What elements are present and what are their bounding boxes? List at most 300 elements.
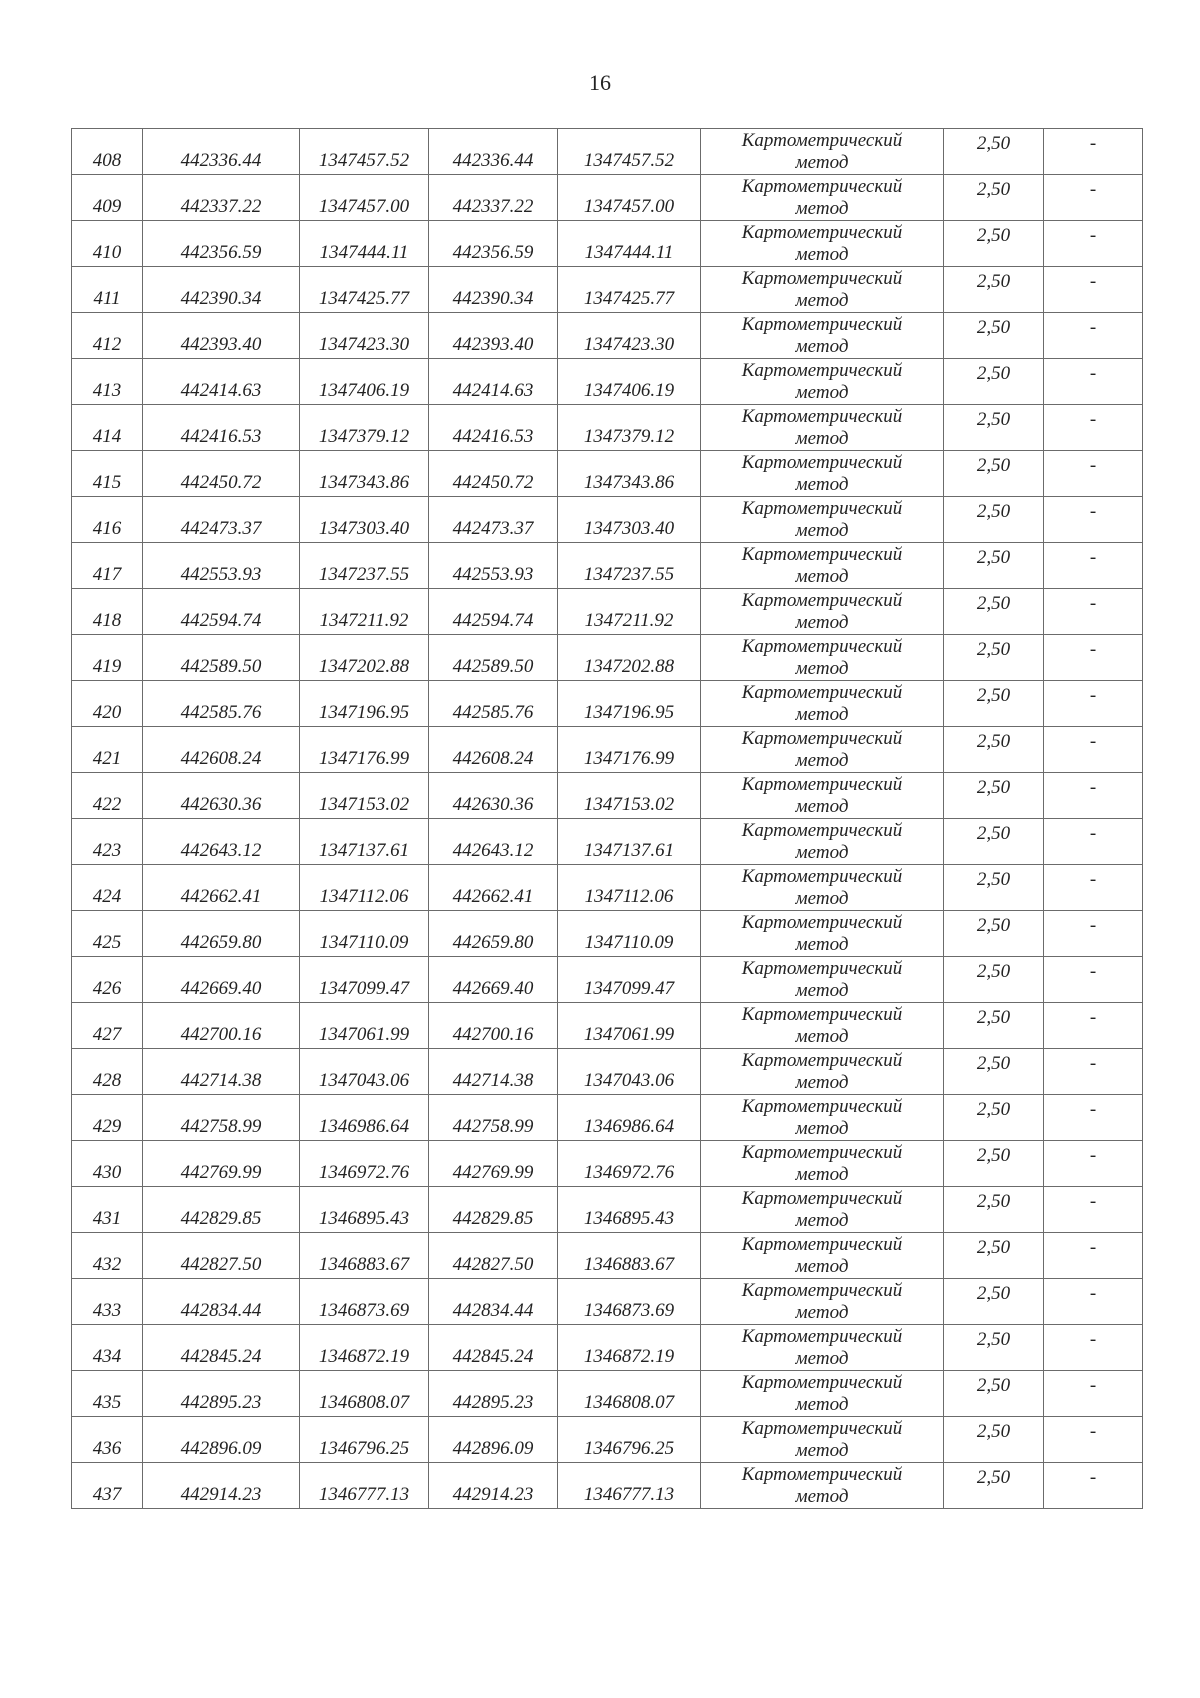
y-specified-cell: 1346883.67 xyxy=(558,1233,701,1279)
method-line-1: Картометрический xyxy=(741,865,903,887)
x-existing-cell: 442630.36 xyxy=(143,773,300,819)
y-existing-cell: 1347112.06 xyxy=(300,865,429,911)
y-existing-cell: 1347153.02 xyxy=(300,773,429,819)
method-cell xyxy=(701,543,944,589)
method-line-2: метод xyxy=(795,519,849,541)
method-line-2: метод xyxy=(795,427,849,449)
note-cell: - xyxy=(1044,681,1143,727)
point-number-cell: 417 xyxy=(72,543,143,589)
note-cell: - xyxy=(1044,543,1143,589)
table-row xyxy=(72,221,1143,267)
table-row xyxy=(72,1233,1143,1279)
method-line-2: метод xyxy=(795,151,849,173)
point-number-cell: 427 xyxy=(72,1003,143,1049)
point-number-cell: 437 xyxy=(72,1463,143,1509)
method-line-2: метод xyxy=(795,1163,849,1185)
accuracy-cell: 2,50 xyxy=(944,911,1044,957)
y-existing-cell: 1347196.95 xyxy=(300,681,429,727)
method-cell xyxy=(701,175,944,221)
x-existing-cell: 442450.72 xyxy=(143,451,300,497)
point-number-cell: 414 xyxy=(72,405,143,451)
method-cell xyxy=(701,359,944,405)
method-line-2: метод xyxy=(795,933,849,955)
page-number: 16 xyxy=(589,70,611,95)
y-existing-cell: 1347202.88 xyxy=(300,635,429,681)
method-cell xyxy=(701,1279,944,1325)
x-existing-cell: 442414.63 xyxy=(143,359,300,405)
table-row xyxy=(72,819,1143,865)
y-existing-cell: 1346873.69 xyxy=(300,1279,429,1325)
method-line-2: метод xyxy=(795,335,849,357)
note-cell: - xyxy=(1044,727,1143,773)
y-existing-cell: 1347061.99 xyxy=(300,1003,429,1049)
x-specified-cell: 442845.24 xyxy=(429,1325,558,1371)
note-cell: - xyxy=(1044,1371,1143,1417)
method-line-2: метод xyxy=(795,611,849,633)
y-existing-cell: 1347110.09 xyxy=(300,911,429,957)
table-row xyxy=(72,865,1143,911)
accuracy-cell: 2,50 xyxy=(944,635,1044,681)
x-specified-cell: 442643.12 xyxy=(429,819,558,865)
coordinates-table xyxy=(71,128,1143,1509)
y-specified-cell: 1346986.64 xyxy=(558,1095,701,1141)
y-existing-cell: 1347137.61 xyxy=(300,819,429,865)
table-row xyxy=(72,175,1143,221)
x-existing-cell: 442845.24 xyxy=(143,1325,300,1371)
y-specified-cell: 1347211.92 xyxy=(558,589,701,635)
point-number-cell: 435 xyxy=(72,1371,143,1417)
method-cell xyxy=(701,313,944,359)
note-cell: - xyxy=(1044,1141,1143,1187)
accuracy-cell: 2,50 xyxy=(944,175,1044,221)
x-specified-cell: 442337.22 xyxy=(429,175,558,221)
y-specified-cell: 1347303.40 xyxy=(558,497,701,543)
note-cell: - xyxy=(1044,1049,1143,1095)
table-row xyxy=(72,1187,1143,1233)
method-line-2: метод xyxy=(795,1301,849,1323)
point-number-cell: 418 xyxy=(72,589,143,635)
y-existing-cell: 1346777.13 xyxy=(300,1463,429,1509)
point-number-cell: 423 xyxy=(72,819,143,865)
note-cell: - xyxy=(1044,1325,1143,1371)
x-existing-cell: 442769.99 xyxy=(143,1141,300,1187)
method-line-1: Картометрический xyxy=(741,1371,903,1393)
point-number-cell: 412 xyxy=(72,313,143,359)
method-line-1: Картометрический xyxy=(741,1233,903,1255)
y-specified-cell: 1347112.06 xyxy=(558,865,701,911)
y-specified-cell: 1347423.30 xyxy=(558,313,701,359)
x-specified-cell: 442450.72 xyxy=(429,451,558,497)
method-cell xyxy=(701,1095,944,1141)
x-existing-cell: 442337.22 xyxy=(143,175,300,221)
table-row xyxy=(72,129,1143,175)
method-line-1: Картометрический xyxy=(741,543,903,565)
method-line-1: Картометрический xyxy=(741,129,903,151)
x-specified-cell: 442896.09 xyxy=(429,1417,558,1463)
table-row xyxy=(72,313,1143,359)
table-row xyxy=(72,1141,1143,1187)
accuracy-cell: 2,50 xyxy=(944,819,1044,865)
method-line-2: метод xyxy=(795,1393,849,1415)
method-cell xyxy=(701,911,944,957)
y-existing-cell: 1347444.11 xyxy=(300,221,429,267)
table-row xyxy=(72,1003,1143,1049)
point-number-cell: 424 xyxy=(72,865,143,911)
point-number-cell: 429 xyxy=(72,1095,143,1141)
note-cell: - xyxy=(1044,911,1143,957)
method-line-1: Картометрический xyxy=(741,451,903,473)
note-cell: - xyxy=(1044,129,1143,175)
y-specified-cell: 1347110.09 xyxy=(558,911,701,957)
accuracy-cell: 2,50 xyxy=(944,957,1044,1003)
accuracy-cell: 2,50 xyxy=(944,1003,1044,1049)
accuracy-cell: 2,50 xyxy=(944,1049,1044,1095)
point-number-cell: 433 xyxy=(72,1279,143,1325)
method-cell xyxy=(701,1417,944,1463)
table-row xyxy=(72,1279,1143,1325)
method-line-2: метод xyxy=(795,1347,849,1369)
method-cell xyxy=(701,1141,944,1187)
point-number-cell: 410 xyxy=(72,221,143,267)
x-existing-cell: 442594.74 xyxy=(143,589,300,635)
y-existing-cell: 1347425.77 xyxy=(300,267,429,313)
y-specified-cell: 1346895.43 xyxy=(558,1187,701,1233)
y-existing-cell: 1347099.47 xyxy=(300,957,429,1003)
accuracy-cell: 2,50 xyxy=(944,773,1044,819)
accuracy-cell: 2,50 xyxy=(944,865,1044,911)
method-cell xyxy=(701,1325,944,1371)
y-existing-cell: 1346986.64 xyxy=(300,1095,429,1141)
table-row xyxy=(72,681,1143,727)
x-existing-cell: 442416.53 xyxy=(143,405,300,451)
method-line-2: метод xyxy=(795,243,849,265)
y-specified-cell: 1347237.55 xyxy=(558,543,701,589)
y-specified-cell: 1347457.52 xyxy=(558,129,701,175)
x-existing-cell: 442473.37 xyxy=(143,497,300,543)
x-existing-cell: 442700.16 xyxy=(143,1003,300,1049)
y-specified-cell: 1346873.69 xyxy=(558,1279,701,1325)
method-line-1: Картометрический xyxy=(741,957,903,979)
y-specified-cell: 1347425.77 xyxy=(558,267,701,313)
y-existing-cell: 1346796.25 xyxy=(300,1417,429,1463)
table-row xyxy=(72,589,1143,635)
coordinates-table-body xyxy=(72,129,1143,1509)
table-row xyxy=(72,635,1143,681)
x-existing-cell: 442829.85 xyxy=(143,1187,300,1233)
x-specified-cell: 442669.40 xyxy=(429,957,558,1003)
method-line-2: метод xyxy=(795,703,849,725)
method-cell xyxy=(701,1233,944,1279)
note-cell: - xyxy=(1044,497,1143,543)
y-existing-cell: 1346872.19 xyxy=(300,1325,429,1371)
method-cell xyxy=(701,1463,944,1509)
y-specified-cell: 1347202.88 xyxy=(558,635,701,681)
x-existing-cell: 442643.12 xyxy=(143,819,300,865)
note-cell: - xyxy=(1044,313,1143,359)
method-line-1: Картометрический xyxy=(741,1417,903,1439)
y-specified-cell: 1347457.00 xyxy=(558,175,701,221)
method-line-1: Картометрический xyxy=(741,221,903,243)
method-line-1: Картометрический xyxy=(741,1095,903,1117)
x-specified-cell: 442473.37 xyxy=(429,497,558,543)
table-row xyxy=(72,1371,1143,1417)
x-existing-cell: 442393.40 xyxy=(143,313,300,359)
method-cell xyxy=(701,773,944,819)
accuracy-cell: 2,50 xyxy=(944,497,1044,543)
method-line-2: метод xyxy=(795,795,849,817)
table-row xyxy=(72,1049,1143,1095)
accuracy-cell: 2,50 xyxy=(944,1233,1044,1279)
y-specified-cell: 1346808.07 xyxy=(558,1371,701,1417)
note-cell: - xyxy=(1044,221,1143,267)
method-cell xyxy=(701,865,944,911)
x-specified-cell: 442393.40 xyxy=(429,313,558,359)
accuracy-cell: 2,50 xyxy=(944,543,1044,589)
method-line-1: Картометрический xyxy=(741,497,903,519)
method-cell xyxy=(701,589,944,635)
y-specified-cell: 1347379.12 xyxy=(558,405,701,451)
y-specified-cell: 1347099.47 xyxy=(558,957,701,1003)
x-specified-cell: 442829.85 xyxy=(429,1187,558,1233)
method-line-1: Картометрический xyxy=(741,681,903,703)
x-existing-cell: 442589.50 xyxy=(143,635,300,681)
accuracy-cell: 2,50 xyxy=(944,405,1044,451)
table-row xyxy=(72,1095,1143,1141)
note-cell: - xyxy=(1044,359,1143,405)
accuracy-cell: 2,50 xyxy=(944,681,1044,727)
x-specified-cell: 442594.74 xyxy=(429,589,558,635)
method-line-2: метод xyxy=(795,749,849,771)
y-existing-cell: 1347457.00 xyxy=(300,175,429,221)
point-number-cell: 436 xyxy=(72,1417,143,1463)
x-existing-cell: 442896.09 xyxy=(143,1417,300,1463)
note-cell: - xyxy=(1044,819,1143,865)
method-line-1: Картометрический xyxy=(741,175,903,197)
method-line-1: Картометрический xyxy=(741,911,903,933)
table-row xyxy=(72,727,1143,773)
y-existing-cell: 1347343.86 xyxy=(300,451,429,497)
y-specified-cell: 1347196.95 xyxy=(558,681,701,727)
method-cell xyxy=(701,635,944,681)
x-specified-cell: 442416.53 xyxy=(429,405,558,451)
accuracy-cell: 2,50 xyxy=(944,589,1044,635)
method-line-1: Картометрический xyxy=(741,267,903,289)
method-cell xyxy=(701,497,944,543)
accuracy-cell: 2,50 xyxy=(944,1463,1044,1509)
x-existing-cell: 442669.40 xyxy=(143,957,300,1003)
accuracy-cell: 2,50 xyxy=(944,1187,1044,1233)
point-number-cell: 419 xyxy=(72,635,143,681)
point-number-cell: 425 xyxy=(72,911,143,957)
accuracy-cell: 2,50 xyxy=(944,1095,1044,1141)
y-specified-cell: 1346972.76 xyxy=(558,1141,701,1187)
accuracy-cell: 2,50 xyxy=(944,1279,1044,1325)
table-row xyxy=(72,267,1143,313)
table-row xyxy=(72,1417,1143,1463)
table-row xyxy=(72,911,1143,957)
accuracy-cell: 2,50 xyxy=(944,451,1044,497)
accuracy-cell: 2,50 xyxy=(944,1371,1044,1417)
x-existing-cell: 442895.23 xyxy=(143,1371,300,1417)
x-existing-cell: 442827.50 xyxy=(143,1233,300,1279)
method-cell xyxy=(701,1371,944,1417)
x-specified-cell: 442769.99 xyxy=(429,1141,558,1187)
method-line-1: Картометрический xyxy=(741,359,903,381)
table-row xyxy=(72,497,1143,543)
x-specified-cell: 442827.50 xyxy=(429,1233,558,1279)
method-line-2: метод xyxy=(795,841,849,863)
method-line-1: Картометрический xyxy=(741,1141,903,1163)
note-cell: - xyxy=(1044,589,1143,635)
point-number-cell: 416 xyxy=(72,497,143,543)
method-cell xyxy=(701,1003,944,1049)
point-number-cell: 432 xyxy=(72,1233,143,1279)
method-line-1: Картометрический xyxy=(741,1279,903,1301)
point-number-cell: 428 xyxy=(72,1049,143,1095)
x-existing-cell: 442356.59 xyxy=(143,221,300,267)
table-row xyxy=(72,1325,1143,1371)
x-specified-cell: 442914.23 xyxy=(429,1463,558,1509)
table-row xyxy=(72,405,1143,451)
x-existing-cell: 442714.38 xyxy=(143,1049,300,1095)
method-line-1: Картометрический xyxy=(741,1463,903,1485)
y-existing-cell: 1346808.07 xyxy=(300,1371,429,1417)
method-cell xyxy=(701,1187,944,1233)
method-line-2: метод xyxy=(795,197,849,219)
method-line-2: метод xyxy=(795,1071,849,1093)
method-line-1: Картометрический xyxy=(741,313,903,335)
x-existing-cell: 442553.93 xyxy=(143,543,300,589)
y-specified-cell: 1347444.11 xyxy=(558,221,701,267)
point-number-cell: 434 xyxy=(72,1325,143,1371)
note-cell: - xyxy=(1044,451,1143,497)
x-specified-cell: 442390.34 xyxy=(429,267,558,313)
y-existing-cell: 1347176.99 xyxy=(300,727,429,773)
note-cell: - xyxy=(1044,267,1143,313)
y-existing-cell: 1347379.12 xyxy=(300,405,429,451)
method-cell xyxy=(701,957,944,1003)
y-specified-cell: 1346777.13 xyxy=(558,1463,701,1509)
y-existing-cell: 1347043.06 xyxy=(300,1049,429,1095)
method-cell xyxy=(701,267,944,313)
method-line-2: метод xyxy=(795,979,849,1001)
table-row xyxy=(72,1463,1143,1509)
accuracy-cell: 2,50 xyxy=(944,1325,1044,1371)
accuracy-cell: 2,50 xyxy=(944,1141,1044,1187)
method-line-2: метод xyxy=(795,1255,849,1277)
method-cell xyxy=(701,221,944,267)
x-specified-cell: 442758.99 xyxy=(429,1095,558,1141)
x-existing-cell: 442834.44 xyxy=(143,1279,300,1325)
note-cell: - xyxy=(1044,1095,1143,1141)
method-cell xyxy=(701,451,944,497)
x-specified-cell: 442608.24 xyxy=(429,727,558,773)
method-cell xyxy=(701,681,944,727)
accuracy-cell: 2,50 xyxy=(944,727,1044,773)
note-cell: - xyxy=(1044,1233,1143,1279)
y-existing-cell: 1347211.92 xyxy=(300,589,429,635)
y-specified-cell: 1347153.02 xyxy=(558,773,701,819)
method-cell xyxy=(701,405,944,451)
x-specified-cell: 442356.59 xyxy=(429,221,558,267)
accuracy-cell: 2,50 xyxy=(944,129,1044,175)
point-number-cell: 413 xyxy=(72,359,143,405)
method-line-1: Картометрический xyxy=(741,1003,903,1025)
method-line-2: метод xyxy=(795,289,849,311)
note-cell: - xyxy=(1044,1279,1143,1325)
y-specified-cell: 1347406.19 xyxy=(558,359,701,405)
x-existing-cell: 442662.41 xyxy=(143,865,300,911)
y-existing-cell: 1347457.52 xyxy=(300,129,429,175)
method-line-2: метод xyxy=(795,1025,849,1047)
note-cell: - xyxy=(1044,1187,1143,1233)
accuracy-cell: 2,50 xyxy=(944,221,1044,267)
point-number-cell: 411 xyxy=(72,267,143,313)
note-cell: - xyxy=(1044,957,1143,1003)
table-row xyxy=(72,359,1143,405)
y-existing-cell: 1346895.43 xyxy=(300,1187,429,1233)
method-line-2: метод xyxy=(795,657,849,679)
method-line-2: метод xyxy=(795,381,849,403)
method-line-1: Картометрический xyxy=(741,773,903,795)
y-existing-cell: 1347423.30 xyxy=(300,313,429,359)
x-specified-cell: 442834.44 xyxy=(429,1279,558,1325)
point-number-cell: 430 xyxy=(72,1141,143,1187)
method-line-2: метод xyxy=(795,1117,849,1139)
y-specified-cell: 1347343.86 xyxy=(558,451,701,497)
y-specified-cell: 1347043.06 xyxy=(558,1049,701,1095)
method-line-2: метод xyxy=(795,1209,849,1231)
table-row xyxy=(72,543,1143,589)
y-specified-cell: 1346796.25 xyxy=(558,1417,701,1463)
point-number-cell: 426 xyxy=(72,957,143,1003)
note-cell: - xyxy=(1044,865,1143,911)
x-existing-cell: 442914.23 xyxy=(143,1463,300,1509)
method-line-1: Картометрический xyxy=(741,1049,903,1071)
accuracy-cell: 2,50 xyxy=(944,359,1044,405)
x-existing-cell: 442336.44 xyxy=(143,129,300,175)
y-existing-cell: 1347303.40 xyxy=(300,497,429,543)
method-line-2: метод xyxy=(795,1439,849,1461)
method-line-2: метод xyxy=(795,473,849,495)
accuracy-cell: 2,50 xyxy=(944,1417,1044,1463)
y-specified-cell: 1347061.99 xyxy=(558,1003,701,1049)
point-number-cell: 420 xyxy=(72,681,143,727)
x-specified-cell: 442659.80 xyxy=(429,911,558,957)
x-specified-cell: 442714.38 xyxy=(429,1049,558,1095)
point-number-cell: 409 xyxy=(72,175,143,221)
y-existing-cell: 1346972.76 xyxy=(300,1141,429,1187)
note-cell: - xyxy=(1044,1463,1143,1509)
x-specified-cell: 442553.93 xyxy=(429,543,558,589)
note-cell: - xyxy=(1044,175,1143,221)
table-row xyxy=(72,451,1143,497)
x-existing-cell: 442758.99 xyxy=(143,1095,300,1141)
x-existing-cell: 442608.24 xyxy=(143,727,300,773)
y-specified-cell: 1346872.19 xyxy=(558,1325,701,1371)
point-number-cell: 415 xyxy=(72,451,143,497)
method-cell xyxy=(701,129,944,175)
x-existing-cell: 442390.34 xyxy=(143,267,300,313)
method-cell xyxy=(701,727,944,773)
x-specified-cell: 442630.36 xyxy=(429,773,558,819)
point-number-cell: 408 xyxy=(72,129,143,175)
method-line-1: Картометрический xyxy=(741,1325,903,1347)
x-existing-cell: 442585.76 xyxy=(143,681,300,727)
method-line-1: Картометрический xyxy=(741,819,903,841)
y-specified-cell: 1347137.61 xyxy=(558,819,701,865)
x-specified-cell: 442589.50 xyxy=(429,635,558,681)
